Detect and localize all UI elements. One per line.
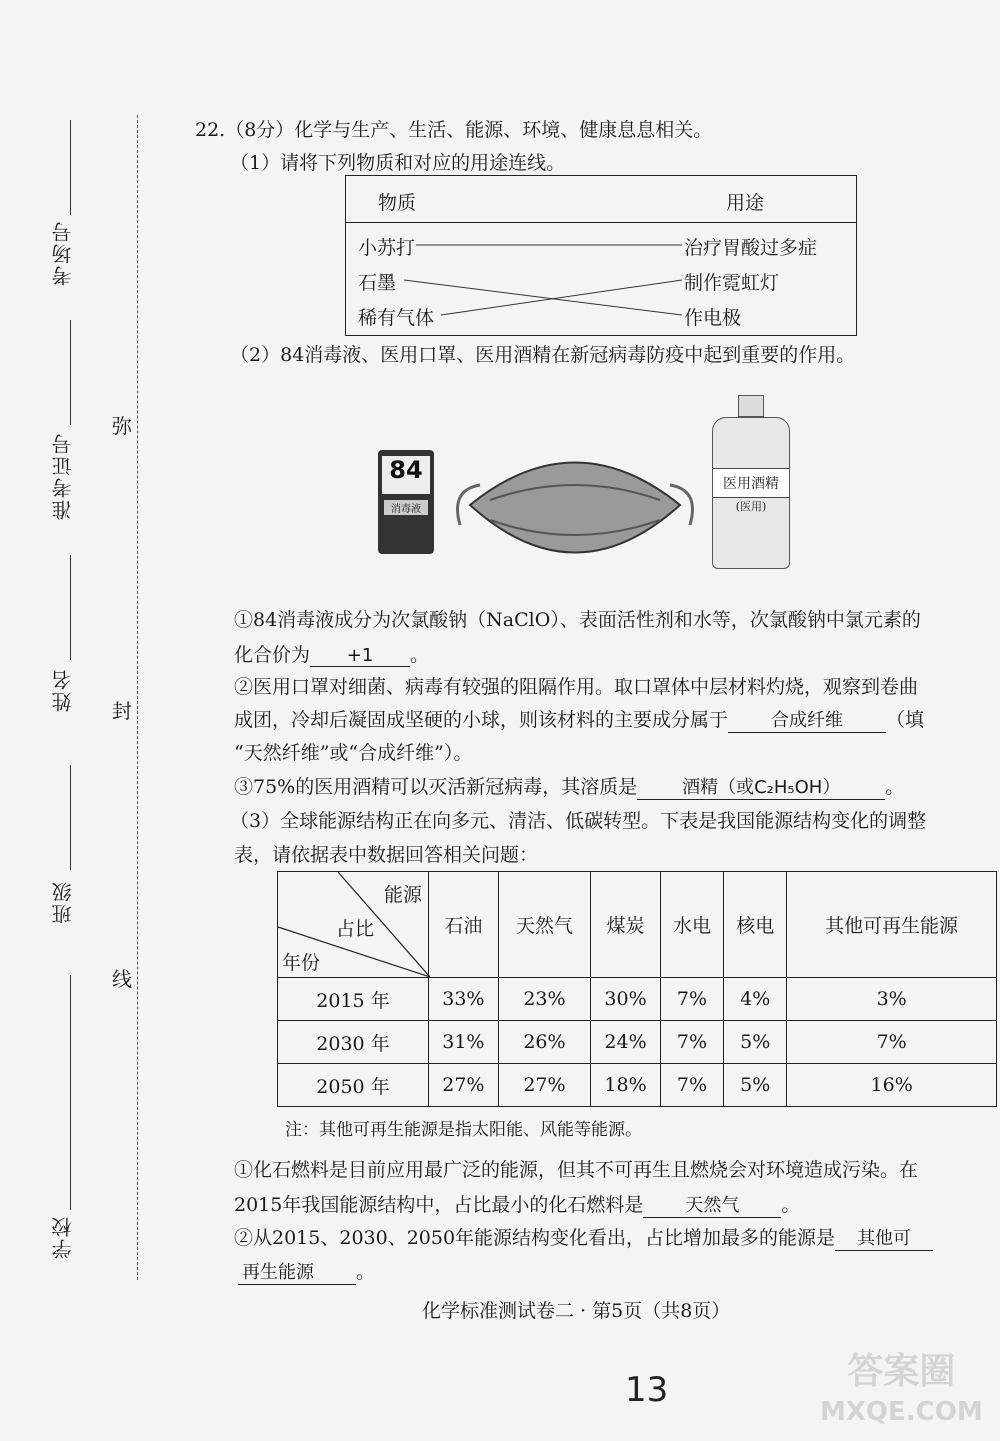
table-cell: 27% xyxy=(429,1064,499,1107)
table-cell: 7% xyxy=(787,1021,997,1064)
table-cell: 3% xyxy=(787,978,997,1021)
table-row xyxy=(278,1064,997,1107)
table-cell: 26% xyxy=(498,1021,590,1064)
table-cell: 7% xyxy=(660,1021,723,1064)
corner-energy: 能源 xyxy=(383,884,422,906)
page-footer: 化学标准测试卷二 · 第5页（共8页） xyxy=(422,1300,731,1322)
bottle-label: 84 xyxy=(382,456,430,494)
answer-solute: 酒精（或C₂H₅OH） xyxy=(637,773,885,800)
col-header: 水电 xyxy=(660,872,723,978)
exam-room-label: 考场号 xyxy=(51,220,75,286)
sub2-line3: “天然纤维”或“合成纤维”）。 xyxy=(234,742,473,764)
col-header: 核电 xyxy=(724,872,787,978)
part3-line2: 表，请依据表中数据回答相关问题： xyxy=(234,844,539,866)
sub2-line2: 成团，冷却后凝固成坚硬的小球，则该材料的主要成分属于 合成纤维 （填 xyxy=(234,705,924,733)
match-header-right: 用途 xyxy=(726,192,765,214)
use-item: 作电极 xyxy=(684,307,742,329)
school-label: 学校 xyxy=(51,1215,75,1259)
table-cell: 18% xyxy=(591,1064,661,1107)
col-header: 石油 xyxy=(429,872,499,978)
answer-most-increase-part2: 再生能源 xyxy=(238,1258,356,1285)
face-mask-image xyxy=(450,430,700,580)
use-item: 治疗胃酸过多症 xyxy=(684,237,818,259)
table-cell: 5% xyxy=(724,1064,787,1107)
margin-line xyxy=(70,320,71,425)
table-cell: 31% xyxy=(429,1021,499,1064)
table-cell: 7% xyxy=(660,1064,723,1107)
admission-no-label: 准考证号 xyxy=(51,432,75,520)
corner-year: 年份 xyxy=(282,952,321,974)
matching-table xyxy=(345,175,857,336)
class-label: 班级 xyxy=(51,880,75,924)
question-title: 22.（8分）化学与生产、生活、能源、环境、健康息息相关。 xyxy=(195,119,713,141)
alcohol-label: 医用酒精 xyxy=(713,468,789,498)
table-cell: 30% xyxy=(591,978,661,1021)
q3-sub1-line1: ①化石燃料是目前应用最广泛的能源，但其不可再生且燃烧会对环境造成污染。在 xyxy=(234,1159,919,1181)
sub3-line: ③75%的医用酒精可以灭活新冠病毒，其溶质是 酒精（或C₂H₅OH） 。 xyxy=(234,772,904,800)
seal-dashed-line xyxy=(137,115,138,1280)
answer-fiber: 合成纤维 xyxy=(728,706,886,733)
corner-share: 占比 xyxy=(336,918,375,940)
substance-item: 稀有气体 xyxy=(358,307,435,329)
table-cell: 16% xyxy=(787,1064,997,1107)
sub1-line1: ①84消毒液成分为次氯酸钠（NaClO）、表面活性剂和水等，次氯酸钠中氯元素的 xyxy=(234,609,921,631)
seal-char: 弥 xyxy=(112,414,132,438)
table-cell: 5% xyxy=(724,1021,787,1064)
match-header-left: 物质 xyxy=(378,192,417,214)
substance-item: 小苏打 xyxy=(358,237,416,259)
table-cell: 23% xyxy=(498,978,590,1021)
margin-line xyxy=(70,975,71,1210)
part1-prompt: （1）请将下列物质和对应的用途连线。 xyxy=(230,152,566,174)
answer-most-increase-part1: 其他可 xyxy=(835,1224,933,1251)
table-note: 注：其他可再生能源是指太阳能、风能等能源。 xyxy=(285,1120,642,1140)
table-cell: 24% xyxy=(591,1021,661,1064)
handwritten-number: 13 xyxy=(625,1370,669,1410)
table-row xyxy=(278,978,997,1021)
part3-line1: （3）全球能源结构正在向多元、清洁、低碳转型。下表是我国能源结构变化的调整 xyxy=(230,810,927,832)
q3-sub1-line2: 2015年我国能源结构中，占比最小的化石燃料是 天然气 。 xyxy=(234,1190,800,1218)
disinfectant-bottle-image xyxy=(378,450,434,554)
table-cell: 7% xyxy=(660,978,723,1021)
sub1-line2: 化合价为 +1 。 xyxy=(234,644,430,666)
energy-structure-table xyxy=(277,871,997,1107)
margin-line xyxy=(70,120,71,215)
name-label: 姓名 xyxy=(51,668,75,712)
row-year: 2030 年 xyxy=(278,1021,429,1064)
table-corner-cell xyxy=(278,872,429,978)
table-cell: 27% xyxy=(498,1064,590,1107)
use-item: 制作霓虹灯 xyxy=(684,272,780,294)
seal-char: 封 xyxy=(112,699,132,723)
answer-smallest-fossil: 天然气 xyxy=(643,1191,781,1218)
alcohol-bottle-image xyxy=(712,395,790,570)
seal-char: 线 xyxy=(112,967,132,991)
table-cell: 4% xyxy=(724,978,787,1021)
watermark: 答案圈 MXQE.COM xyxy=(820,1351,983,1427)
margin-line xyxy=(70,765,71,870)
substance-item: 石墨 xyxy=(358,272,397,294)
part2-prompt: （2）84消毒液、医用口罩、医用酒精在新冠病毒防疫中起到重要的作用。 xyxy=(230,344,856,366)
answer-valence: +1 xyxy=(310,645,410,667)
row-year: 2050 年 xyxy=(278,1064,429,1107)
q3-sub2-line1: ②从2015、2030、2050年能源结构变化看出，占比增加最多的能源是 其他可 xyxy=(234,1223,933,1251)
margin-line xyxy=(70,555,71,660)
q3-sub2-line2: 再生能源 。 xyxy=(238,1257,375,1285)
alcohol-sublabel: (医用) xyxy=(735,500,767,513)
table-row xyxy=(278,1021,997,1064)
col-header: 天然气 xyxy=(498,872,590,978)
row-year: 2015 年 xyxy=(278,978,429,1021)
sub2-line1: ②医用口罩对细菌、病毒有较强的阻隔作用。取口罩体中层材料灼烧，观察到卷曲 xyxy=(234,676,919,698)
col-header: 其他可再生能源 xyxy=(787,872,997,978)
table-cell: 33% xyxy=(429,978,499,1021)
col-header: 煤炭 xyxy=(591,872,661,978)
bottle-sublabel: 消毒液 xyxy=(384,500,428,515)
